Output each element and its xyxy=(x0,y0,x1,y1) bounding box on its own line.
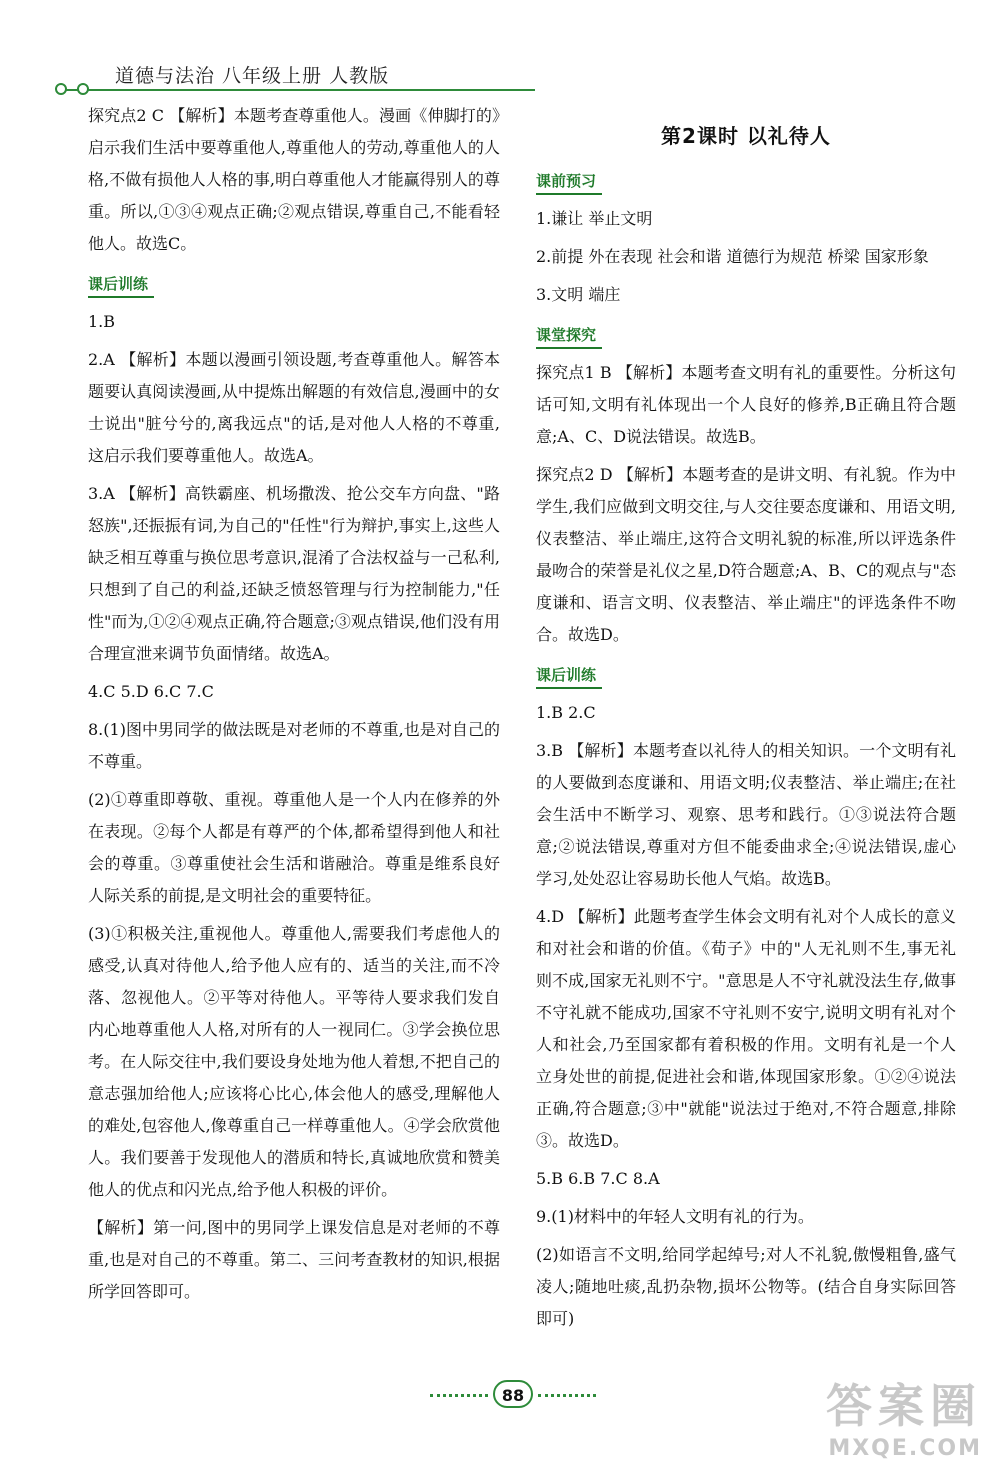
page-footer xyxy=(430,1380,600,1410)
section-heading-preview: 课前预习 xyxy=(536,169,602,195)
page-header xyxy=(55,55,555,105)
header-ornament-left xyxy=(55,83,67,95)
answer-item: (2)①尊重即尊敬、重视。尊重他人是一个人内在修养的外在表现。②每个人都是有尊严的个体,都希望得到他人和社会的尊重。③尊重使社会生活和谐融洽。尊重是维系良好人际关系的前提,是文明社会的重要特征。 xyxy=(88,790,500,905)
footer-dots-left xyxy=(430,1394,488,1397)
answer-item: 【解析】第一问,图中的男同学上课发信息是对老师的不尊重,也是对自己的不尊重。第二、三问考查教材的知识,根据所学回答即可。 xyxy=(88,1218,500,1301)
watermark-url: MXQE.COM xyxy=(828,1436,982,1461)
answer-item: 3.B 【解析】本题考查以礼待人的相关知识。一个文明有礼的人要做到态度谦和、用语文明;仪表整洁、举止端庄;在社会生活中不断学习、观察、思考和践行。①③说法符合题意;②说法错误,尊重对方但不能委曲求全;④说法错误,虚心学习,处处忍让容易助长他人气焰。故选B。 xyxy=(536,741,956,888)
header-title: 道德与法治 八年级上册 人教版 xyxy=(115,65,390,87)
answer-item: (2)如语言不文明,给同学起绰号;对人不礼貌,傲慢粗鲁,盛气凌人;随地吐痰,乱扔杂物,损坏公物等。(结合自身实际回答即可) xyxy=(536,1245,956,1328)
answer-item: 3.A 【解析】高铁霸座、机场撒泼、抢公交车方向盘、"路怒族",还振振有词,为自己的"任性"行为辩护,事实上,这些人缺乏相互尊重与换位思考意识,混淆了合法权益与一己私利,只想到了自己的利益,还缺乏愤怒管理与行为控制能力,"任性"而为,①②④观点正确,符合题意;③观点错误,他们没有用合理宣泄来调节负面情绪。故选A。 xyxy=(88,484,501,663)
header-ornament-right xyxy=(77,83,89,95)
answer-item: 1.B xyxy=(88,312,116,331)
answer-item: 9.(1)材料中的年轻人文明有礼的行为。 xyxy=(536,1207,814,1226)
answer-item: (3)①积极关注,重视他人。尊重他人,需要我们考虑他人的感受,认真对待他人,给予他人应有的、适当的关注,而不冷落、忽视他人。②平等对待他人。平等待人要求我们发自内心地尊重他人人格,对所有的人一视同仁。③学会换位思考。在人际交往中,我们要设身处地为他人着想,不把自己的意志强加给他人;应该将心比心,体会他人的感受,理解他人的难处,包容他人,像尊重自己一样尊重他人。④学会欣赏他人。我们要善于发现他人的潜质和特长,真诚地欣赏和赞美他人的优点和闪光点,给予他人积极的评价。 xyxy=(88,924,500,1199)
answer-item: 2.前提 外在表现 社会和谐 道德行为规范 桥梁 国家形象 xyxy=(536,247,929,266)
answer-item: 探究点1 B 【解析】本题考查文明有礼的重要性。分析这句话可知,文明有礼体现出一个人良好的修养,B正确且符合题意;A、C、D说法错误。故选B。 xyxy=(536,363,956,446)
answer-item: 1.谦让 举止文明 xyxy=(536,209,653,228)
answer-item: 5.B 6.B 7.C 8.A xyxy=(536,1169,660,1188)
section-heading-after-class: 课后训练 xyxy=(536,663,602,689)
answer-item: 2.A 【解析】本题以漫画引领设题,考查尊重他人。解答本题要认真阅读漫画,从中提炼出解题的有效信息,漫画中的女士说出"脏兮兮的,离我远点"的话,是对他人人格的不尊重,这启示我们要尊重他人。故选A。 xyxy=(88,350,500,465)
answer-item: 4.C 5.D 6.C 7.C xyxy=(88,682,214,701)
answer-item: 3.文明 端庄 xyxy=(536,285,621,304)
footer-dots-right xyxy=(538,1394,596,1397)
left-paragraph: 探究点2 C 【解析】本题考查尊重他人。漫画《伸脚打的》启示我们生活中要尊重他人,尊重他人的劳动,尊重他人的人格,不做有损他人人格的事,明白尊重他人才能赢得别人的尊重。所以,①③④观点正确;②观点错误,尊重自己,不能看轻他人。故选C。 xyxy=(88,106,500,253)
watermark-logo-text: 答案圈 xyxy=(826,1379,982,1433)
left-column xyxy=(88,100,500,1314)
answer-item: 8.(1)图中男同学的做法既是对老师的不尊重,也是对自己的不尊重。 xyxy=(88,720,500,771)
watermark xyxy=(826,1370,982,1461)
section-heading-in-class: 课堂探究 xyxy=(536,323,602,349)
section-heading-after-class: 课后训练 xyxy=(88,272,154,298)
lesson-title: 第2课时 以礼待人 xyxy=(661,124,831,148)
answer-item: 探究点2 D 【解析】本题考查的是讲文明、有礼貌。作为中学生,我们应做到文明交往,与人交往要态度谦和、用语文明,仪表整洁、举止端庄,这符合文明礼貌的标准,所以评选条件最吻合的荣誉是礼仪之星,D符合题意;A、B、C的观点与"态度谦和、语言文明、仪表整洁、举止端庄"的评选条件不吻合。故选D。 xyxy=(536,465,956,644)
header-rule xyxy=(65,89,535,91)
right-column xyxy=(536,100,956,1341)
answer-item: 4.D 【解析】此题考查学生体会文明有礼对个人成长的意义和对社会和谐的价值。《荀子》中的"人无礼则不生,事无礼则不成,国家无礼则不宁。"意思是人不守礼就没法生存,做事不守礼就不能成功,国家不守礼则不安宁,说明文明有礼对个人和社会,乃至国家都有着积极的作用。文明有礼是一个人立身处世的前提,促进社会和谐,体现国家形象。①②④说法正确,符合题意;③中"就能"说法过于绝对,不符合题意,排除③。故选D。 xyxy=(536,907,956,1150)
answer-item: 1.B 2.C xyxy=(536,703,596,722)
page-number: 88 xyxy=(493,1380,533,1408)
